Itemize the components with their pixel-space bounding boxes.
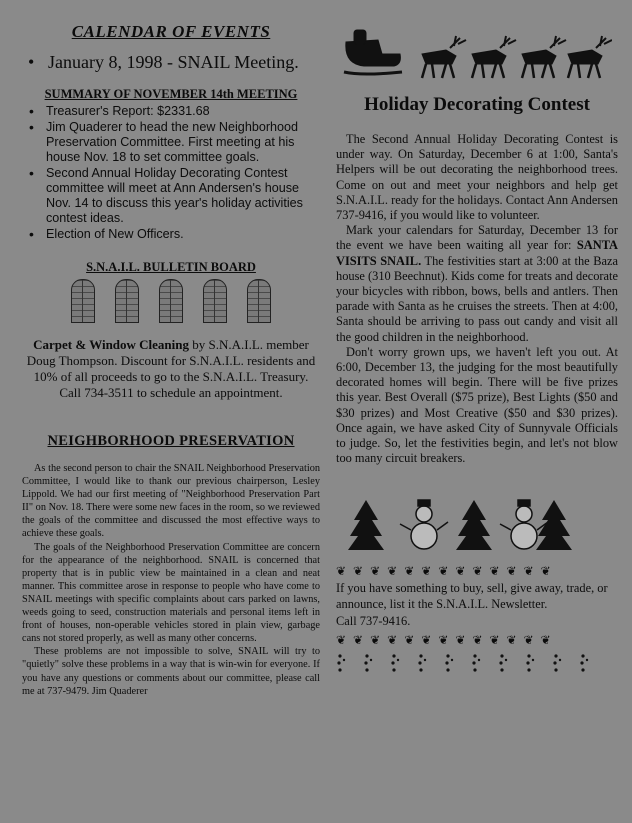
- summary-title: SUMMARY OF NOVEMBER 14th MEETING: [44, 87, 298, 101]
- classified-text: If you have something to buy, sell, give away, trade, or announce, list it the S.N.A.I.L. Newsletter.: [336, 581, 608, 611]
- trees-snowmen-icon: [336, 494, 576, 554]
- summary-item: • Jim Quaderer to head the new Neighborhood Preservation Committee. First meeting at his house Nov. 18 to set committee goals.: [26, 120, 320, 165]
- calendar-event: [28, 52, 320, 73]
- holly-border-bottom: ❦ ❦ ❦ ❦ ❦ ❦ ❦ ❦ ❦ ❦ ❦ ❦ ❦: [336, 633, 553, 648]
- preservation-paragraph: As the second person to chair the SNAIL Neighborhood Preservation Committee, I would like to thank our previous chairperson, Lesley Lippold. We had our first meeting of "Neighborhood Preservation Part II" on Nov. 18. There were some new faces in the room, so we reviewed the goals of the committee and discussed the most effective ways to achieve these goals.: [22, 463, 320, 540]
- ornament-icon: [336, 652, 606, 678]
- summary-item: • Second Annual Holiday Decorating Contest committee will meet at Ann Andersen's house Nov. 14 to discuss this year's holiday activities contest ideas.: [26, 166, 320, 226]
- holiday-p2-highlight: SANTA VISITS SNAIL.: [336, 238, 618, 268]
- holiday-body: [336, 132, 618, 466]
- left-column: [22, 18, 320, 698]
- preservation-title: NEIGHBORHOOD PRESERVATION: [47, 433, 295, 449]
- window-icon: [71, 279, 95, 323]
- bulletin-ad: [22, 337, 320, 401]
- holly-border-top: ❦ ❦ ❦ ❦ ❦ ❦ ❦ ❦ ❦ ❦ ❦ ❦ ❦: [336, 564, 553, 579]
- calendar-title: CALENDAR OF EVENTS: [71, 22, 271, 41]
- summary-item: • Treasurer's Report: $2331.68: [26, 104, 320, 119]
- bulletin-ad-heading: Carpet & Window Cleaning: [33, 337, 190, 352]
- ornament-row: [336, 652, 618, 678]
- sleigh-reindeer-icon: [342, 24, 612, 80]
- trees-snowmen-illustration: [336, 494, 618, 554]
- holiday-p2-text: The festivities start at 3:00 at the Baza house (310 Beechnut). Kids come for treats and decorate your bicycles with ribbon, bows, bells and antlers. Then parade with Santa as he cruises the streets. Then at 4:00, Santa should be arriving to pass out candy and visit all the good children in the neighborhood.: [336, 253, 618, 344]
- window-illustration: [22, 279, 320, 323]
- right-column: [336, 18, 618, 678]
- calendar-event-text: January 8, 1998 - SNAIL Meeting.: [48, 52, 299, 72]
- holiday-title: Holiday Decorating Contest: [364, 94, 590, 115]
- preservation-paragraph: The goals of the Neighborhood Preservation Committee are concern for the appearance of the neighborhood. SNAIL is concerned that property that is in public view be maintained in a clean and neat manner. This committee arose in response to people who have come to SNAIL meetings with specific complaints about cars parked on lawns, weeds going to seed, construction materials and personal items left in front of houses, non-operable vehicles stored in plain view, garbage cans not stored properly, as well as many other concerns.: [22, 541, 320, 645]
- holiday-paragraph: Don't worry grown ups, we haven't left you out. At 6:00, December 13, the judging for the most beautifully decorated homes will begin. There will be five prizes this year. Best Overall ($75 prize), Best Lights ($50 and $30 prizes) and Most Creative ($50 and $30 prizes). Once again, we have asked City of Sunnyvale Officials to judge. So, let the festivities begin, and let's not blow too many circuit breakers.: [336, 344, 618, 466]
- holiday-p2-intro: Mark your calendars for Saturday, December 13 for the event we have been waiting all year for:: [336, 223, 618, 253]
- holiday-paragraph: [336, 223, 618, 345]
- preservation-body: [22, 462, 320, 698]
- classified-phone: Call 737-9416.: [336, 613, 411, 628]
- window-icon: [247, 279, 271, 323]
- preservation-paragraph: These problems are not impossible to solve, SNAIL will try to "quietly" solve these problems in a way that is win-win for everyone. If you have any questions or comments about our committee, please call me at 737-9479. Jim Quaderer: [22, 646, 320, 697]
- bulletin-title: S.N.A.I.L. BULLETIN BOARD: [86, 260, 256, 274]
- window-icon: [115, 279, 139, 323]
- bulletin-ad-text: by S.N.A.I.L. member Doug Thompson. Discount for S.N.A.I.L. residents and 10% of all proceeds to go to the S.N.A.I.L. Treasury. Call 734-3511 to schedule an appointment.: [26, 337, 316, 400]
- holiday-paragraph: The Second Annual Holiday Decorating Contest is under way. On Saturday, December 6 at 1:00, Santa's Helpers will be out decorating the neighborhood trees. Come on out and meet your neighbors and help get S.N.A.I.L. ready for the holidays. Contact Ann Andersen 737-9416, if you would like to volunteer.: [336, 132, 618, 223]
- summary-item: • Election of New Officers.: [26, 227, 320, 242]
- window-icon: [159, 279, 183, 323]
- bullet-icon: •: [28, 52, 35, 72]
- sleigh-illustration: [342, 24, 618, 80]
- window-icon: [203, 279, 227, 323]
- summary-list: [22, 104, 320, 242]
